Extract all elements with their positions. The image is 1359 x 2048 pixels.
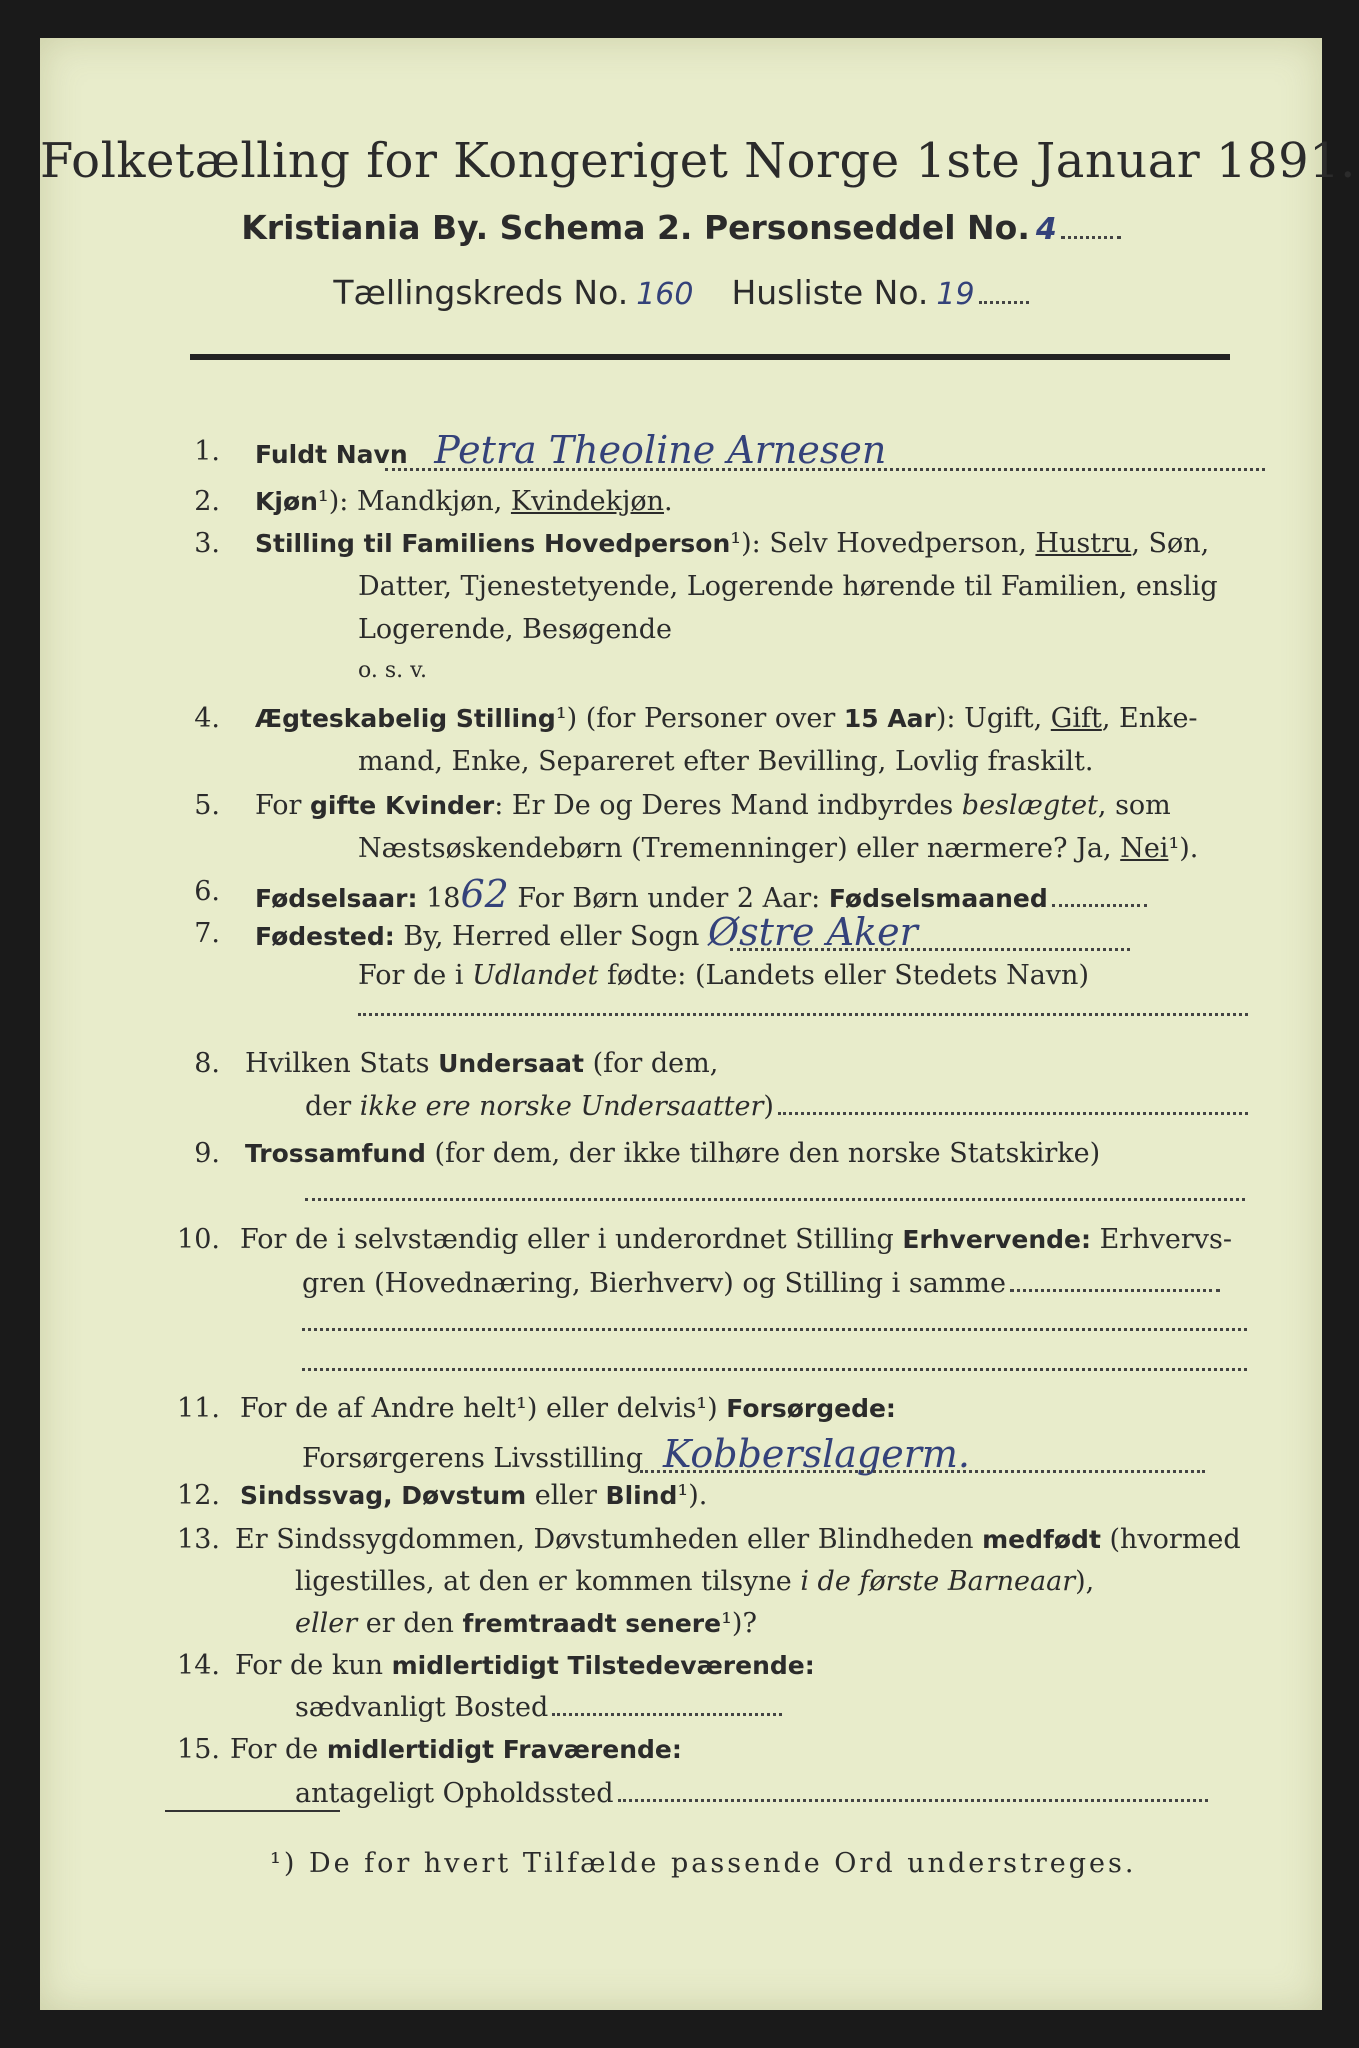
item-full-name [255,428,886,472]
related-word: beslægtet [961,790,1098,821]
family-position-options-end: , Søn, [1131,528,1210,559]
item-number: 12. [177,1480,220,1511]
item-number: 14. [177,1650,220,1681]
occupation-label: Erhvervende: [902,1225,1092,1254]
item-occupation [240,1224,1232,1255]
text: : Er De og Deres Mand indbyrdes [494,790,962,821]
citizenship-line2 [305,1091,1248,1122]
item-number: 15. [177,1734,220,1765]
kreds-label: Tællingskreds No. [333,273,629,312]
text: (for dem, [583,1048,719,1079]
usual-residence [295,1692,782,1723]
item-number: 9. [194,1138,220,1169]
text: (hvormed [1100,1524,1241,1555]
family-position-selected: Hustru [1035,528,1132,559]
item-supported [240,1393,896,1424]
marital-text: ): Ugift, [935,703,1051,734]
item-citizenship [245,1048,718,1079]
birthplace-line2 [358,960,1089,991]
item-religion [245,1138,1100,1169]
birthplace-line [730,948,1130,951]
header-rule [190,354,1230,360]
item-family-position [255,528,1209,559]
form-title: Folketælling for Kongeriget Norge 1ste Januar 1891. [40,133,1356,189]
text: antageligt Opholdssted [295,1778,614,1809]
married-women-line2 [358,833,1198,864]
item-temporary-absent [230,1734,682,1765]
occupation-line2 [302,1268,1220,1299]
kreds-line [40,273,1322,312]
family-position-options: ¹): Selv Hovedperson, [730,528,1036,559]
temporary-present-label: midlertidigt Tilstedeværende: [391,1651,815,1680]
dots [1010,1289,1220,1292]
item-number: 3. [194,528,220,559]
childhood-text: i de første Barneaar [800,1566,1076,1597]
item-number: 7. [194,918,220,949]
marital-text: ¹) (for Personer over [555,703,844,734]
census-form-sheet [40,38,1356,2010]
dotted-line [302,1328,1247,1331]
text: eller [526,1480,606,1511]
text: ) [763,1091,774,1122]
gender-selected: Kvindekjøn [510,486,665,517]
text: sædvanligt Bosted [295,1692,549,1723]
later-label: fremtraadt senere [462,1609,722,1638]
marital-status-label: Ægteskabelig Stilling [255,704,556,733]
dots [618,1799,1208,1802]
dots [979,301,1029,304]
text: ), [1075,1566,1095,1597]
dots [1061,236,1121,239]
full-name-value: Petra Theoline Arnesen [434,428,887,472]
text: Hvilken Stats [245,1048,439,1079]
dots [1052,904,1147,907]
footnote: ¹) De for hvert Tilfælde passende Ord understreges. [270,1848,1137,1879]
text: , som [1097,790,1171,821]
or-word: eller [295,1608,358,1639]
text: For Børn under 2 Aar: [508,883,829,914]
text: ¹). [1168,833,1199,864]
temporary-absent-label: midlertidigt Fraværende: [326,1735,682,1764]
text: Næstsøskendebørn (Tremenninger) eller nærmere? Ja, [358,833,1121,864]
personseddel-number: 4 [1035,212,1057,247]
item-number: 1. [194,436,220,467]
probable-residence [295,1778,1208,1809]
dots [552,1713,782,1716]
supporter-label: Forsørgerens Livsstilling [302,1443,644,1474]
footnote-rule [165,1810,340,1812]
congenital-line2 [295,1566,1094,1597]
related-selected: Nei [1120,833,1169,864]
text: By, Herred eller Sogn [394,921,708,952]
religion-text: (for dem, der ikke tilhøre den norske Statskirke) [425,1138,1101,1169]
citizenship-label: Undersaat [438,1049,584,1078]
text: Erhvervs- [1091,1224,1232,1255]
text: fødte: (Landets eller Stedets Navn) [598,960,1089,991]
item-number: 5. [194,790,220,821]
marital-selected: Gift [1050,703,1102,734]
schema-line-text: Kristiania By. Schema 2. Personseddel No. [241,208,1030,247]
text: gren (Hovednæring, Bierhverv) og Stilling i samme [302,1268,1007,1299]
disability-label: Sindssvag, Døvstum [240,1481,527,1510]
husliste-number: 19 [936,277,975,312]
item-number: 13. [177,1524,220,1555]
dotted-line [305,1198,1245,1201]
married-women-label: gifte Kvinder [310,791,495,820]
husliste-label: Husliste No. [731,273,929,312]
text: Er Sindssygdommen, Døvstumheden eller Blindheden [235,1524,983,1555]
item-gender [255,486,673,517]
full-name-label: Fuldt Navn [255,440,408,469]
text: ¹). [677,1480,708,1511]
text: 18 [417,883,461,914]
dotted-line [640,1470,1205,1473]
item-number: 8. [194,1048,220,1079]
full-name-line [385,468,1265,471]
text: For [255,790,311,821]
not-norwegian-text: ikke ere norske Undersaatter [359,1091,764,1122]
birth-month-label: Fødselsmaaned [828,884,1048,913]
item-temporary-present [235,1650,815,1681]
age-15: 15 Aar [843,704,936,733]
item-marital-status [255,703,1198,734]
gender-options: ¹): Mandkjøn, [317,486,511,517]
text: For de kun [235,1650,392,1681]
marital-status-line2: mand, Enke, Separeret efter Bevilling, Lovlig fraskilt. [358,746,1094,777]
religion-label: Trossamfund [245,1139,426,1168]
schema-line [40,208,1322,247]
blind-label: Blind [605,1481,678,1510]
supporter-value: Kobberslagerm. [663,1432,970,1476]
dotted-line [358,1013,1248,1016]
family-position-label: Stilling til Familiens Hovedperson [255,529,731,558]
item-disability [240,1480,707,1511]
gender-label: Kjøn [255,487,318,516]
item-congenital [235,1524,1241,1555]
family-position-line2: Datter, Tjenestetyende, Logerende hørende til Familien, enslig [358,571,1218,602]
text: der [305,1091,360,1122]
item-number: 2. [194,486,220,517]
kreds-number: 160 [636,277,694,312]
birthplace-value: Østre Aker [707,910,918,954]
text: For de [230,1734,327,1765]
congenital-label: medfødt [982,1525,1101,1554]
text: er den [357,1608,463,1639]
birth-year-value: 62 [460,872,509,916]
text: For de i [358,960,473,991]
birthplace-label: Fødested: [255,922,395,951]
text: For de i selvstændig eller i underordnet Stilling [240,1224,903,1255]
family-position-line3: Logerende, Besøgende [358,614,672,645]
birth-year-label: Fødselsaar: [255,884,418,913]
dots [778,1112,1248,1115]
item-number: 6. [194,876,220,907]
text: ligestilles, at den er kommen tilsyne [295,1566,801,1597]
punct: . [664,486,673,517]
dotted-line [302,1368,1247,1371]
text: ¹)? [721,1608,757,1639]
item-number: 10. [177,1224,220,1255]
text: For de af Andre helt¹) eller delvis¹) [240,1393,727,1424]
marital-text: , Enke- [1101,703,1198,734]
congenital-line3 [295,1608,757,1639]
family-position-line4: o. s. v. [358,658,427,683]
item-number: 4. [194,703,220,734]
supported-label: Forsørgede: [726,1394,896,1423]
item-number: 11. [177,1393,220,1424]
abroad-word: Udlandet [472,960,599,991]
item-married-women [255,790,1171,821]
